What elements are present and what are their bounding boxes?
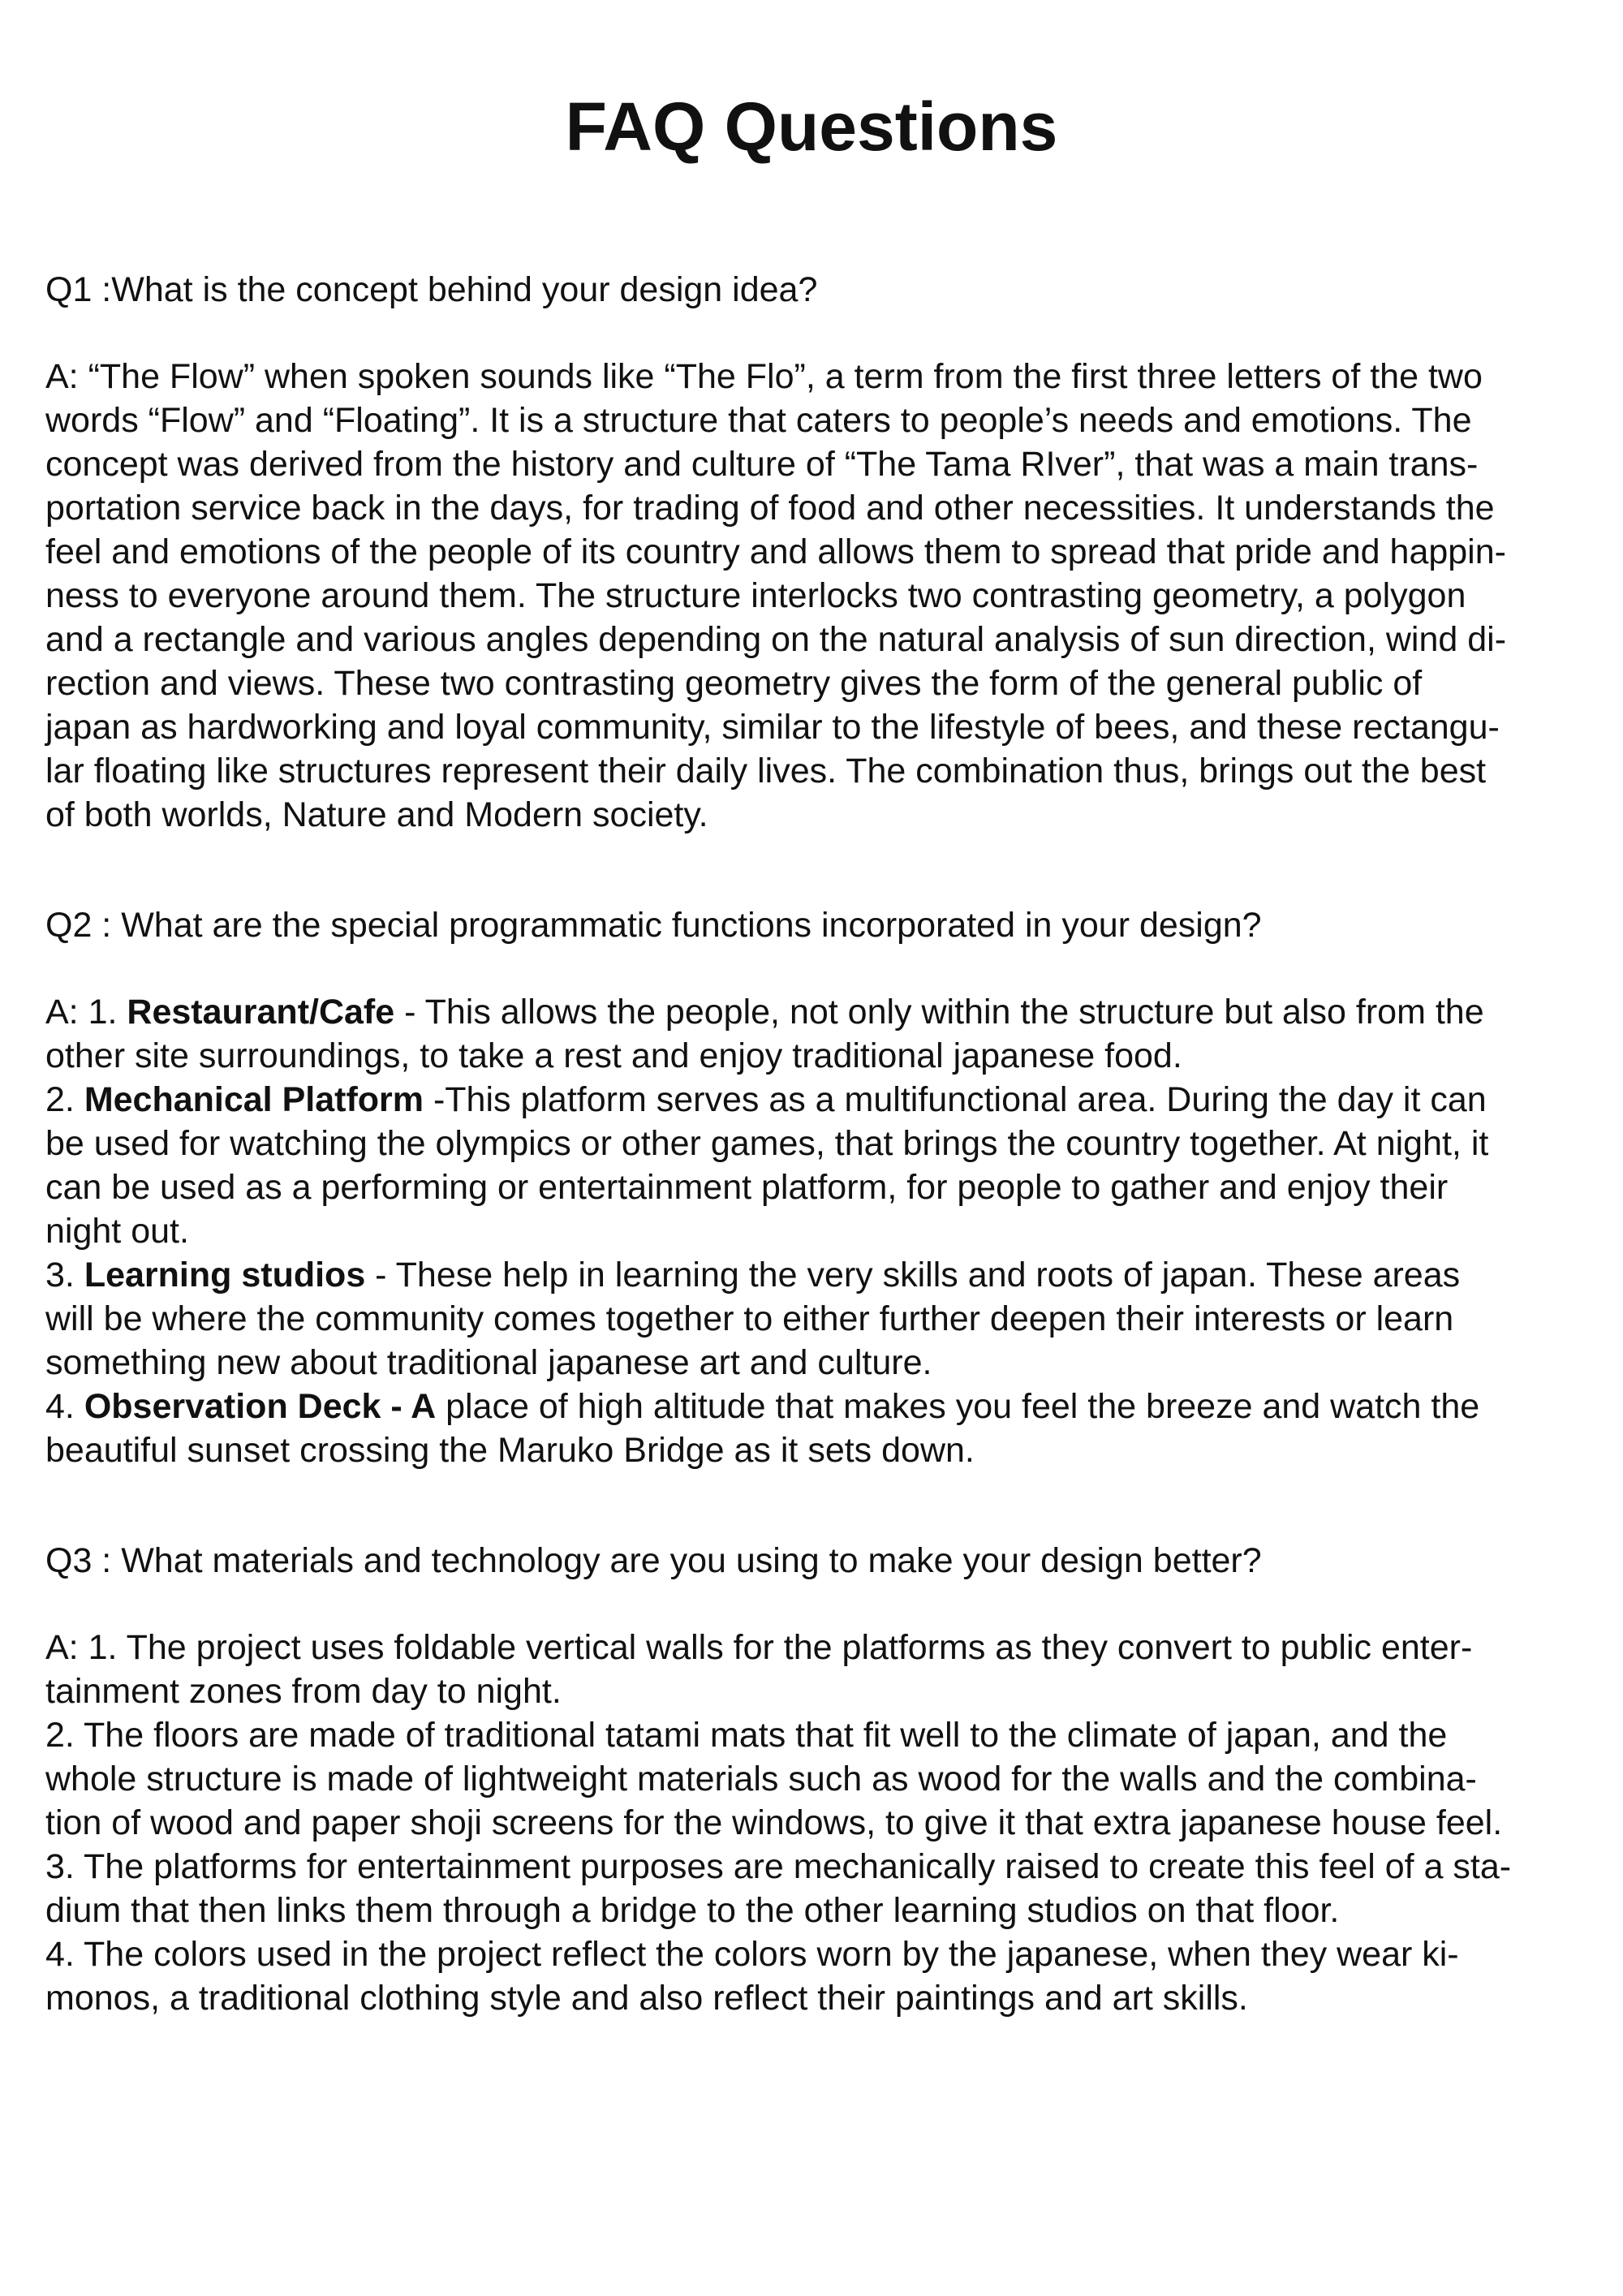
q1-answer-line: words “Flow” and “Floating”. It is a structure that caters to people’s needs and emotions. The [45, 401, 1472, 440]
q1-question: Q1 :What is the concept behind your design idea? [45, 270, 818, 309]
q3-answer-line: tion of wood and paper shoji screens for the windows, to give it that extra japanese house feel. [45, 1803, 1503, 1842]
q2-answer-line: something new about traditional japanese art and culture. [45, 1343, 932, 1382]
q2-answer-line: beautiful sunset crossing the Maruko Bridge as it sets down. [45, 1431, 975, 1470]
q2-item-mechanical-platform [45, 1078, 1578, 1122]
q3-answer-line: 4. The colors used in the project reflect the colors worn by the japanese, when they wear ki- [45, 1935, 1459, 1974]
q3-answer-line: 2. The floors are made of traditional tatami mats that fit well to the climate of japan, and the [45, 1716, 1448, 1755]
page-title: FAQ Questions [565, 88, 1058, 165]
q2-answer-line: be used for watching the olympics or other games, that brings the country together. At night, it [45, 1124, 1489, 1163]
q1-answer-line: of both worlds, Nature and Modern society. [45, 795, 708, 834]
q1-answer-line: rection and views. These two contrasting geometry gives the form of the general public of [45, 664, 1423, 703]
q3-answer-line: whole structure is made of lightweight materials such as wood for the walls and the combina- [45, 1760, 1477, 1798]
q2-answer-line: night out. [45, 1212, 189, 1251]
q2-item-restaurant [45, 990, 1578, 1034]
q3-question: Q3 : What materials and technology are you using to make your design better? [45, 1541, 1262, 1580]
q2-item-learning-studios [45, 1253, 1578, 1297]
item-heading: Learning studios [84, 1256, 366, 1294]
item-text: - This allows the people, not only within the structure but also from the [394, 993, 1484, 1032]
item-prefix: 2. [45, 1080, 84, 1119]
q1-answer-line: japan as hardworking and loyal community, similar to the lifestyle of bees, and these rectangu- [45, 708, 1500, 747]
q3-answer-line: A: 1. The project uses foldable vertical walls for the platforms as they convert to public enter- [45, 1628, 1473, 1667]
q3-answer [45, 1626, 1578, 2020]
q3-answer-line: monos, a traditional clothing style and also reflect their paintings and art skills. [45, 1979, 1248, 2018]
q2-answer-line: can be used as a performing or entertainment platform, for people to gather and enjoy their [45, 1168, 1449, 1207]
q1-answer-line: A: “The Flow” when spoken sounds like “The Flo”, a term from the first three letters of the two [45, 357, 1483, 396]
item-text: -This platform serves as a multifunctional area. During the day it can [424, 1080, 1487, 1119]
q2-item-observation-deck [45, 1385, 1578, 1428]
q2-answer-line: other site surroundings, to take a rest and enjoy traditional japanese food. [45, 1036, 1182, 1075]
item-prefix: A: 1. [45, 993, 127, 1032]
q1-answer-line: ness to everyone around them. The structure interlocks two contrasting geometry, a polygon [45, 576, 1466, 615]
item-heading: Mechanical Platform [84, 1080, 424, 1119]
q1-answer-line: lar floating like structures represent their daily lives. The combination thus, brings out the best [45, 752, 1487, 790]
q3-answer-line: dium that then links them through a bridge to the other learning studios on that floor. [45, 1891, 1340, 1930]
q3-answer-line: tainment zones from day to night. [45, 1672, 562, 1711]
q2-answer [45, 990, 1578, 1472]
item-text: - These help in learning the very skills and roots of japan. These areas [365, 1256, 1461, 1294]
q1-answer-line: portation service back in the days, for trading of food and other necessities. It understands the [45, 489, 1495, 528]
item-heading: Restaurant/Cafe [127, 993, 395, 1032]
q1-answer-line: concept was derived from the history and culture of “The Tama RIver”, that was a main trans- [45, 445, 1479, 484]
q2-question: Q2 : What are the special programmatic functions incorporated in your design? [45, 906, 1262, 945]
q1-answer [45, 355, 1578, 837]
q3-answer-line: 3. The platforms for entertainment purposes are mechanically raised to create this feel of a sta- [45, 1847, 1512, 1886]
item-prefix: 3. [45, 1256, 84, 1294]
item-heading: Observation Deck - A [84, 1387, 437, 1426]
q1-answer-line: feel and emotions of the people of its country and allows them to spread that pride and happin- [45, 532, 1506, 571]
item-prefix: 4. [45, 1387, 84, 1426]
q1-answer-line: and a rectangle and various angles depending on the natural analysis of sun direction, wind di- [45, 620, 1507, 659]
item-text: place of high altitude that makes you feel the breeze and watch the [436, 1387, 1480, 1426]
q2-answer-line: will be where the community comes together to either further deepen their interests or learn [45, 1299, 1454, 1338]
